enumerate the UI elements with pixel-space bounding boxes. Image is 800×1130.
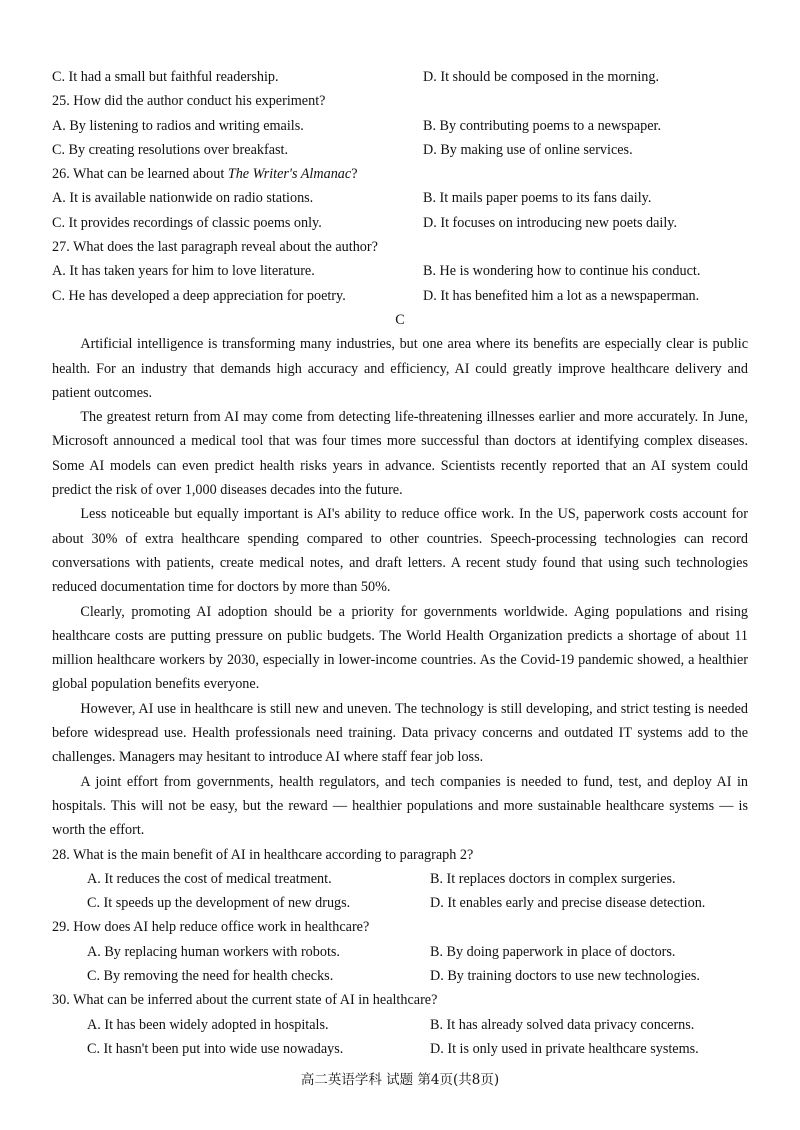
q29-options-cd bbox=[52, 964, 748, 988]
q30-options-cd bbox=[52, 1037, 748, 1061]
q24-options-cd bbox=[52, 65, 748, 89]
option-c: C. By creating resolutions over breakfast. bbox=[52, 141, 288, 158]
option-d: D. It should be composed in the morning. bbox=[423, 69, 660, 85]
option-b: B. It mails paper poems to its fans daily. bbox=[423, 190, 652, 207]
question-25: 25. How did the author conduct his experiment? bbox=[52, 93, 326, 110]
option-c: C. It provides recordings of classic poems only. bbox=[52, 214, 322, 231]
passage-paragraph-3: Less noticeable but equally important is AI's ability to reduce office work. In the US, paperwork costs account for about 30% of extra healthcare spending compared to other countries. Speech-processing technologies can record conversations with patients, create medical notes, and draft letters. A recent study found that using such technologies reduced documentation time for doctors by more than 50%. bbox=[52, 506, 748, 596]
option-d: D. It enables early and precise disease detection. bbox=[430, 895, 706, 912]
option-c: C. It speeds up the development of new drugs. bbox=[87, 895, 351, 912]
q26-options-ab bbox=[52, 186, 748, 210]
option-c: C. It had a small but faithful readership. bbox=[52, 69, 279, 85]
q25-options-cd bbox=[52, 138, 748, 162]
q29-options-ab bbox=[52, 940, 748, 964]
question-26-title: The Writer's Almanac bbox=[227, 166, 352, 183]
question-28: 28. What is the main benefit of AI in healthcare according to paragraph 2? bbox=[52, 846, 474, 863]
option-b: B. By contributing poems to a newspaper. bbox=[423, 117, 662, 134]
option-d: D. By training doctors to use new technologies. bbox=[430, 967, 700, 984]
section-label: C bbox=[395, 311, 405, 328]
q27-options-cd bbox=[52, 284, 748, 308]
q27-options-ab bbox=[52, 259, 748, 283]
option-c: C. It hasn't been put into wide use nowadays. bbox=[87, 1040, 344, 1057]
question-26-prefix: 26. What can be learned about bbox=[52, 166, 228, 183]
option-a: A. By replacing human workers with robots. bbox=[87, 943, 340, 960]
option-a: A. It is available nationwide on radio stations. bbox=[52, 190, 314, 207]
option-a: A. It reduces the cost of medical treatment. bbox=[87, 870, 332, 887]
question-26-suffix: ? bbox=[351, 166, 358, 183]
option-b: B. He is wondering how to continue his conduct. bbox=[423, 263, 701, 280]
page-footer: 高二英语学科 试题 第4页(共8页) bbox=[300, 1072, 500, 1088]
option-c: C. By removing the need for health checks. bbox=[87, 967, 334, 984]
option-d: D. It focuses on introducing new poets daily. bbox=[423, 214, 678, 231]
option-b: B. It replaces doctors in complex surgeries. bbox=[430, 870, 676, 887]
option-a: A. It has been widely adopted in hospitals. bbox=[87, 1016, 329, 1033]
option-d: D. It has benefited him a lot as a newspaperman. bbox=[423, 287, 700, 304]
passage-paragraph-1: Artificial intelligence is transforming many industries, but one area where its benefits are especially clear is public health. For an industry that demands high accuracy and efficiency, AI could greatly improve healthcare delivery and patient outcomes. bbox=[52, 336, 748, 401]
passage-paragraph-2: The greatest return from AI may come from detecting life-threatening illnesses earlier and more accurately. In June, Microsoft announced a medical tool that was four times more successful than doctors at identifying complex diseases. Some AI models can even predict health risks years in advance. Scientists recently reported that an AI system could predict the risk of over 1,000 diseases decades into the future. bbox=[52, 409, 748, 499]
option-a: A. It has taken years for him to love literature. bbox=[52, 263, 315, 280]
option-b: B. It has already solved data privacy concerns. bbox=[430, 1016, 695, 1033]
option-a: A. By listening to radios and writing emails. bbox=[52, 117, 304, 134]
option-c: C. He has developed a deep appreciation for poetry. bbox=[52, 287, 346, 304]
passage-paragraph-4: Clearly, promoting AI adoption should be a priority for governments worldwide. Aging populations and rising healthcare costs are putting pressure on public budgets. The World Health Organization predicts a shortage of about 11 million healthcare workers by 2030, especially in lower-income countries. As the Covid-19 pandemic showed, a healthier global population benefits everyone. bbox=[52, 603, 748, 693]
question-26 bbox=[52, 162, 748, 186]
passage-paragraph-5: However, AI use in healthcare is still new and uneven. The technology is still developing, and strict testing is needed before widespread use. Health professionals need training. Data privacy concerns and outdated IT systems add to the challenges. Managers may hesitant to introduce AI where staff fear job loss. bbox=[52, 700, 748, 766]
passage-paragraph-6: A joint effort from governments, health regulators, and tech companies is needed to fund, test, and deploy AI in hospitals. This will not be easy, but the reward — healthier populations and more sustainable healthcare systems — is worth the effort. bbox=[52, 773, 748, 839]
page-content bbox=[52, 65, 748, 1061]
question-29: 29. How does AI help reduce office work in healthcare? bbox=[52, 919, 370, 936]
option-d: D. By making use of online services. bbox=[423, 141, 633, 158]
q30-options-ab bbox=[52, 1013, 748, 1037]
q25-options-ab bbox=[52, 114, 748, 138]
option-d: D. It is only used in private healthcare systems. bbox=[430, 1040, 699, 1057]
q28-options-cd bbox=[52, 891, 748, 915]
q28-options-ab bbox=[52, 867, 748, 891]
option-b: B. By doing paperwork in place of doctors. bbox=[430, 943, 676, 960]
question-27: 27. What does the last paragraph reveal about the author? bbox=[52, 239, 378, 256]
q26-options-cd bbox=[52, 211, 748, 235]
question-30: 30. What can be inferred about the current state of AI in healthcare? bbox=[52, 992, 438, 1009]
